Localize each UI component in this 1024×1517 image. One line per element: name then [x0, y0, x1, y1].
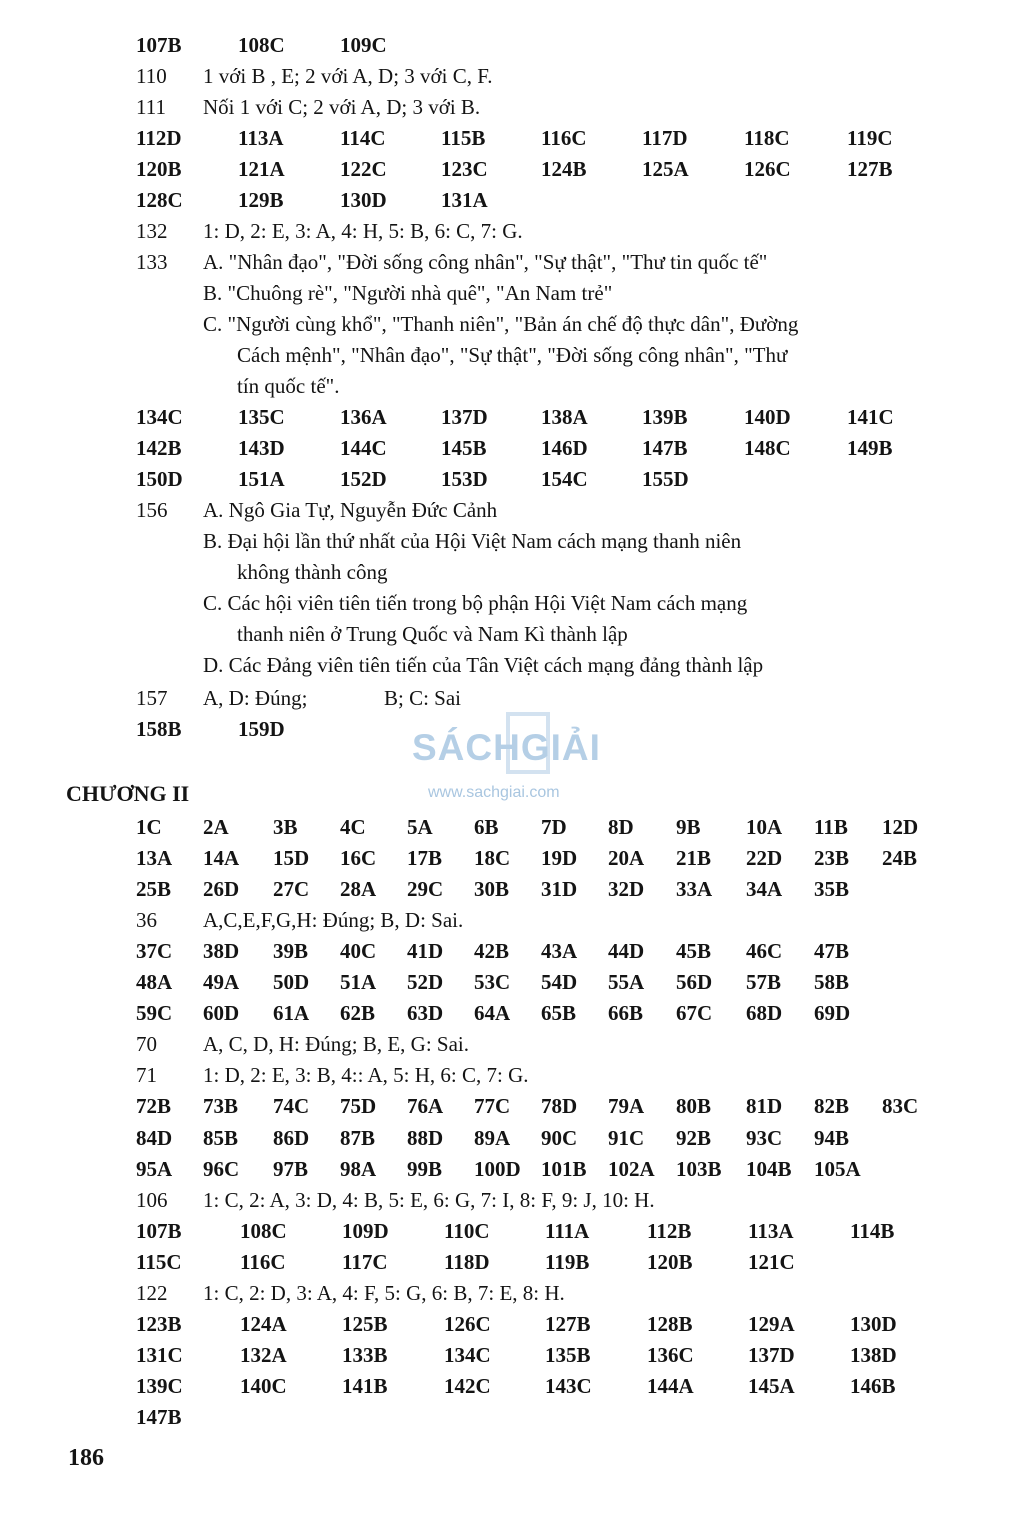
answer-cell: 64A	[474, 1001, 511, 1025]
answer-cell: 140C	[240, 1374, 287, 1398]
answer-cell: 117C	[342, 1250, 388, 1274]
answer-cell: 91C	[608, 1126, 645, 1150]
answer-cell: 16C	[340, 846, 377, 870]
answer-cell: 138A	[541, 405, 588, 429]
answer-cell: 52D	[407, 970, 444, 994]
answer-cell: 28A	[340, 877, 377, 901]
answer-cell: 5A	[407, 815, 433, 839]
answer-cell: 26D	[203, 877, 240, 901]
answer-cell: 82B	[814, 1094, 850, 1118]
answer-cell: 138D	[850, 1343, 897, 1367]
answer-cell: 122C	[340, 157, 387, 181]
answer-cell: 99B	[407, 1157, 443, 1181]
answer-cell: 142B	[136, 436, 182, 460]
answer-cell: 11B	[814, 815, 848, 839]
answer-cell: 139B	[642, 405, 688, 429]
answer-cell: 6B	[474, 815, 499, 839]
answer-cell: 150D	[136, 467, 183, 491]
answer-cell: 23B	[814, 846, 850, 870]
answer-cell: 130D	[340, 188, 387, 212]
answer-cell: 155D	[642, 467, 689, 491]
answer-cell: 121C	[748, 1250, 795, 1274]
answer-cell: 143D	[238, 436, 285, 460]
answer-cell: 134C	[136, 405, 183, 429]
answer-cell: 62B	[340, 1001, 376, 1025]
answer-cell: 105A	[814, 1157, 861, 1181]
answer-cell: 127B	[847, 157, 893, 181]
answer-cell: 69D	[814, 1001, 851, 1025]
answer-cell: 126C	[444, 1312, 491, 1336]
answer-cell: 66B	[608, 1001, 644, 1025]
answer-cell: 135C	[238, 405, 285, 429]
answer-cell: 49A	[203, 970, 240, 994]
answer-cell: 122	[136, 1281, 168, 1305]
answer-cell: 147B	[642, 436, 688, 460]
answer-cell: 51A	[340, 970, 377, 994]
answer-cell: 159D	[238, 717, 285, 741]
answer-cell: 76A	[407, 1094, 444, 1118]
answer-cell: 137D	[748, 1343, 795, 1367]
answer-cell: 44D	[608, 939, 645, 963]
answer-cell: 141C	[847, 405, 894, 429]
answer-cell: 158B	[136, 717, 182, 741]
answer-cell: 130D	[850, 1312, 897, 1336]
answer-cell: 119B	[545, 1250, 590, 1274]
answer-cell: 110C	[444, 1219, 490, 1243]
answer-cell: 112B	[647, 1219, 692, 1243]
answer-cell: 37C	[136, 939, 173, 963]
watermark-url: www.sachgiai.com	[428, 784, 560, 801]
answer-cell: 34A	[746, 877, 783, 901]
answer-cell: 113A	[238, 126, 284, 150]
answer-cell: 98A	[340, 1157, 377, 1181]
answer-cell: 128C	[136, 188, 183, 212]
answer-cell: 29C	[407, 877, 444, 901]
answer-cell: 15D	[273, 846, 310, 870]
answer-cell: 117D	[642, 126, 688, 150]
answer-cell: 96C	[203, 1157, 240, 1181]
answer-cell: 153D	[441, 467, 488, 491]
answer-cell: 1: C, 2: D, 3: A, 4: F, 5: G, 6: B, 7: E, 8: H.	[203, 1281, 565, 1305]
chapter-heading: CHƯƠNG II	[66, 781, 190, 806]
answer-cell: 104B	[746, 1157, 792, 1181]
answer-cell: 31D	[541, 877, 578, 901]
answer-cell: 33A	[676, 877, 713, 901]
answer-cell: A. Ngô Gia Tự, Nguyễn Đức Cảnh	[203, 498, 498, 522]
answer-cell: 79A	[608, 1094, 645, 1118]
answer-cell: 84D	[136, 1126, 173, 1150]
answer-cell: 40C	[340, 939, 377, 963]
answer-cell: 109C	[340, 33, 387, 57]
answer-cell: 83C	[882, 1094, 919, 1118]
answer-cell: 20A	[608, 846, 645, 870]
answer-cell: 140D	[744, 405, 791, 429]
answer-cell: 95A	[136, 1157, 173, 1181]
answer-cell: 10A	[746, 815, 783, 839]
answer-cell: 7D	[541, 815, 567, 839]
answer-cell: 115C	[136, 1250, 182, 1274]
answer-cell: 145B	[441, 436, 487, 460]
answer-cell: 133	[136, 250, 168, 274]
answer-cell: 1: D, 2: E, 3: A, 4: H, 5: B, 6: C, 7: G.	[203, 219, 523, 243]
answer-cell: C. Các hội viên tiên tiến trong bộ phận Hội Việt Nam cách mạng	[203, 591, 748, 615]
answer-cell: 107B	[136, 33, 182, 57]
answer-cell: B; C: Sai	[384, 686, 462, 710]
answer-cell: không thành công	[237, 560, 388, 584]
answer-cell: 111A	[545, 1219, 590, 1243]
answer-cell: 92B	[676, 1126, 712, 1150]
answer-cell: 101B	[541, 1157, 587, 1181]
answer-cell: 19D	[541, 846, 578, 870]
answer-cell: 54D	[541, 970, 578, 994]
answer-cell: 156	[136, 498, 168, 522]
answer-cell: 143C	[545, 1374, 592, 1398]
answer-cell: 145A	[748, 1374, 795, 1398]
answer-cell: 71	[136, 1063, 157, 1087]
answer-cell: 60D	[203, 1001, 240, 1025]
answer-cell: 136C	[647, 1343, 694, 1367]
answer-cell: 118C	[744, 126, 790, 150]
answer-cell: 128B	[647, 1312, 693, 1336]
answer-cell: 90C	[541, 1126, 578, 1150]
answer-cell: 131C	[136, 1343, 183, 1367]
answer-cell: 146D	[541, 436, 588, 460]
answer-cell: 41D	[407, 939, 444, 963]
answer-cell: 77C	[474, 1094, 511, 1118]
answer-cell: 67C	[676, 1001, 713, 1025]
answer-cell: Nối 1 với C; 2 với A, D; 3 với B.	[203, 95, 481, 119]
answer-cell: 46C	[746, 939, 783, 963]
answer-cell: 132	[136, 219, 168, 243]
answer-cell: 123B	[136, 1312, 182, 1336]
answer-cell: A, D: Đúng;	[203, 686, 308, 710]
answer-cell: 70	[136, 1032, 157, 1056]
answer-cell: 126C	[744, 157, 791, 181]
answer-cell: 109D	[342, 1219, 389, 1243]
answer-cell: 57B	[746, 970, 782, 994]
answer-cell: 78D	[541, 1094, 578, 1118]
answer-cell: 131A	[441, 188, 488, 212]
answer-cell: 110	[136, 64, 167, 88]
answer-cell: 89A	[474, 1126, 511, 1150]
answer-cell: 85B	[203, 1126, 239, 1150]
answer-cell: 4C	[340, 815, 366, 839]
answer-cell: 124B	[541, 157, 587, 181]
answer-cell: 12D	[882, 815, 919, 839]
answer-cell: 74C	[273, 1094, 310, 1118]
answer-cell: 125A	[642, 157, 689, 181]
answer-cell: 13A	[136, 846, 173, 870]
answer-cell: 97B	[273, 1157, 309, 1181]
answer-cell: tín quốc tế".	[237, 374, 340, 398]
answer-cell: A, C, D, H: Đúng; B, E, G: Sai.	[203, 1032, 470, 1056]
answer-cell: 119C	[847, 126, 893, 150]
answer-cell: 80B	[676, 1094, 712, 1118]
answer-cell: 2A	[203, 815, 229, 839]
answer-cell: 21B	[676, 846, 712, 870]
answer-cell: 118D	[444, 1250, 490, 1274]
answer-cell: 154C	[541, 467, 588, 491]
answer-cell: 129A	[748, 1312, 795, 1336]
answer-cell: 134C	[444, 1343, 491, 1367]
answer-cell: 61A	[273, 1001, 310, 1025]
answer-cell: 58B	[814, 970, 850, 994]
answer-cell: 106	[136, 1188, 168, 1212]
answer-cell: 1C	[136, 815, 162, 839]
answer-cell: 36	[136, 908, 157, 932]
answer-cell: 63D	[407, 1001, 444, 1025]
answer-cell: 148C	[744, 436, 791, 460]
answer-cell: 114C	[340, 126, 386, 150]
answer-cell: 55A	[608, 970, 645, 994]
answer-cell: 68D	[746, 1001, 783, 1025]
answer-cell: 56D	[676, 970, 713, 994]
answer-cell: 152D	[340, 467, 387, 491]
answer-cell: 75D	[340, 1094, 377, 1118]
answer-cell: 42B	[474, 939, 510, 963]
answer-cell: 39B	[273, 939, 309, 963]
answer-cell: 43A	[541, 939, 578, 963]
answer-cell: 114B	[850, 1219, 895, 1243]
answer-cell: 147B	[136, 1405, 182, 1429]
answer-cell: 38D	[203, 939, 240, 963]
answer-cell: 120B	[136, 157, 182, 181]
answer-cell: 139C	[136, 1374, 183, 1398]
answer-cell: 146B	[850, 1374, 896, 1398]
answer-cell: 113A	[748, 1219, 794, 1243]
answer-cell: 73B	[203, 1094, 239, 1118]
answer-cell: 127B	[545, 1312, 591, 1336]
answer-cell: 157	[136, 686, 168, 710]
answer-cell: 142C	[444, 1374, 491, 1398]
answer-cell: 45B	[676, 939, 712, 963]
answer-cell: 136A	[340, 405, 387, 429]
answer-cell: 144A	[647, 1374, 694, 1398]
answer-cell: thanh niên ở Trung Quốc và Nam Kì thành lập	[237, 622, 628, 646]
answer-cell: 115B	[441, 126, 486, 150]
answer-cell: 124A	[240, 1312, 287, 1336]
page-number: 186	[68, 1445, 104, 1471]
answer-cell: 8D	[608, 815, 634, 839]
answer-cell: 116C	[541, 126, 587, 150]
answer-cell: 129B	[238, 188, 284, 212]
answer-cell: 132A	[240, 1343, 287, 1367]
answer-cell: 1 với B , E; 2 với A, D; 3 với C, F.	[203, 64, 493, 88]
answer-cell: 137D	[441, 405, 488, 429]
answer-cell: 3B	[273, 815, 298, 839]
answer-cell: 53C	[474, 970, 511, 994]
answer-cell: 112D	[136, 126, 182, 150]
answer-cell: 59C	[136, 1001, 173, 1025]
answer-cell: 22D	[746, 846, 783, 870]
answer-cell: 72B	[136, 1094, 172, 1118]
answer-cell: A. "Nhân đạo", "Đời sống công nhân", "Sự thật", "Thư tin quốc tế"	[203, 250, 768, 274]
answer-cell: 116C	[240, 1250, 286, 1274]
answer-cell: 25B	[136, 877, 172, 901]
answer-cell: 102A	[608, 1157, 655, 1181]
answer-cell: 120B	[647, 1250, 693, 1274]
answer-cell: 81D	[746, 1094, 783, 1118]
answer-cell: 87B	[340, 1126, 376, 1150]
answer-cell: 32D	[608, 877, 645, 901]
answer-cell: 135B	[545, 1343, 591, 1367]
answer-cell: C. "Người cùng khổ", "Thanh niên", "Bản án chế độ thực dân", Đường	[203, 312, 799, 336]
answer-cell: 24B	[882, 846, 918, 870]
answer-cell: 144C	[340, 436, 387, 460]
answer-cell: 111	[136, 95, 166, 119]
answer-cell: 50D	[273, 970, 310, 994]
answer-cell: 133B	[342, 1343, 388, 1367]
answer-cell: 27C	[273, 877, 310, 901]
answer-cell: 100D	[474, 1157, 521, 1181]
answer-cell: 30B	[474, 877, 510, 901]
answer-cell: 17B	[407, 846, 443, 870]
answer-cell: 35B	[814, 877, 850, 901]
watermark-brand: SÁCHGIẢI	[412, 727, 601, 768]
answer-cell: 141B	[342, 1374, 388, 1398]
answer-cell: B. "Chuông rè", "Người nhà quê", "An Nam trẻ"	[203, 281, 613, 305]
answer-cell: 94B	[814, 1126, 850, 1150]
answer-cell: 123C	[441, 157, 488, 181]
answer-cell: A,C,E,F,G,H: Đúng; B, D: Sai.	[203, 908, 464, 932]
answer-cell: 48A	[136, 970, 173, 994]
answer-cell: 86D	[273, 1126, 310, 1150]
answer-cell: 103B	[676, 1157, 722, 1181]
answer-cell: B. Đại hội lần thứ nhất của Hội Việt Nam cách mạng thanh niên	[203, 529, 742, 553]
answer-cell: 47B	[814, 939, 850, 963]
watermark	[412, 710, 622, 810]
answer-cell: 1: C, 2: A, 3: D, 4: B, 5: E, 6: G, 7: I, 8: F, 9: J, 10: H.	[203, 1188, 655, 1212]
answer-cell: D. Các Đảng viên tiên tiến của Tân Việt cách mạng đảng thành lập	[203, 653, 764, 677]
answer-cell: 9B	[676, 815, 701, 839]
answer-cell: 1: D, 2: E, 3: B, 4:: A, 5: H, 6: C, 7: G.	[203, 1063, 529, 1087]
answer-cell: 108C	[240, 1219, 287, 1243]
answer-cell: 65B	[541, 1001, 577, 1025]
answer-cell: 88D	[407, 1126, 444, 1150]
answer-cell: 108C	[238, 33, 285, 57]
answer-cell: 149B	[847, 436, 893, 460]
answer-cell: 125B	[342, 1312, 388, 1336]
answer-cell: 18C	[474, 846, 511, 870]
answer-cell: Cách mệnh", "Nhân đạo", "Sự thật", "Đời sống công nhân", "Thư	[237, 343, 788, 367]
answer-cell: 14A	[203, 846, 240, 870]
answer-cell: 121A	[238, 157, 285, 181]
answer-cell: 107B	[136, 1219, 182, 1243]
answer-cell: 93C	[746, 1126, 783, 1150]
answer-cell: 151A	[238, 467, 285, 491]
